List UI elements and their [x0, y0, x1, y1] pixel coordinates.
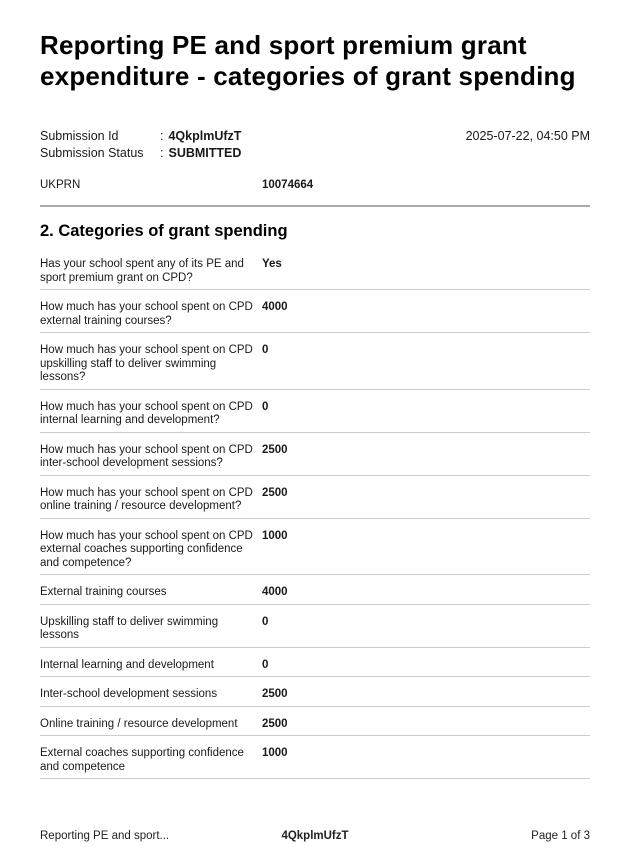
answer-value: 0 [262, 344, 269, 356]
submission-details [40, 128, 241, 162]
question-label: How much has your school spent on CPD external training courses? [40, 301, 253, 327]
footer-submission-id: 4QkplmUfzT [281, 830, 349, 842]
submission-status-line [40, 145, 241, 162]
question-label: How much has your school spent on CPD internal learning and development? [40, 400, 253, 426]
section-heading: 2. Categories of grant spending [40, 222, 288, 240]
submission-timestamp: 2025-07-22, 04:50 PM [465, 129, 590, 143]
qa-row [40, 390, 590, 433]
qa-row [40, 677, 590, 707]
answer-value: 2500 [262, 486, 288, 499]
submission-id-label: Submission Id [40, 129, 119, 143]
submission-status-label: Submission Status [40, 146, 144, 160]
answer-value: 2500 [262, 717, 288, 730]
qa-row [40, 648, 590, 678]
question-label: How much has your school spent on CPD inter-school development sessions? [40, 443, 253, 469]
question-label: How much has your school spent on CPD upskilling staff to deliver swimming lessons? [40, 344, 253, 383]
qa-row [40, 736, 590, 779]
answer-value: 1000 [262, 747, 288, 759]
ukprn-value: 10074664 [262, 179, 314, 191]
answer-value: 2500 [262, 443, 288, 456]
question-label: How much has your school spent on CPD external coaches supporting confidence and competence? [40, 529, 253, 569]
page-title: Reporting PE and sport premium grant expenditure - categories of grant spending [40, 30, 576, 91]
colon-separator: : [160, 129, 164, 143]
footer-page-number: Page 1 of 3 [531, 830, 590, 842]
answer-value: Yes [262, 258, 282, 270]
submission-meta [40, 128, 590, 162]
qa-row [40, 707, 590, 737]
qa-table [40, 247, 590, 779]
question-label: External coaches supporting confidence and competence [40, 747, 244, 773]
qa-row [40, 433, 590, 476]
ukprn-row [40, 162, 590, 207]
qa-row [40, 290, 590, 333]
answer-value: 1000 [262, 529, 288, 542]
question-label: Online training / resource development [40, 717, 238, 730]
question-label: Has your school spent any of its PE and sport premium grant on CPD? [40, 258, 244, 284]
answer-value: 0 [262, 658, 269, 671]
submission-id-value: 4QkplmUfzT [168, 129, 242, 143]
answer-value: 0 [262, 615, 269, 628]
answer-value: 4000 [262, 301, 288, 313]
qa-row [40, 575, 590, 605]
question-label: Upskilling staff to deliver swimming lessons [40, 615, 219, 641]
qa-row [40, 476, 590, 519]
footer-document-name: Reporting PE and sport... [40, 830, 170, 842]
question-label: Inter-school development sessions [40, 688, 218, 700]
qa-row [40, 247, 590, 290]
page-footer [40, 830, 590, 842]
colon-separator: : [160, 146, 164, 160]
qa-row [40, 333, 590, 390]
answer-value: 0 [262, 400, 269, 413]
question-label: External training courses [40, 586, 167, 598]
answer-value: 2500 [262, 688, 288, 700]
submission-status-value: SUBMITTED [168, 146, 242, 160]
submission-id-line [40, 128, 241, 145]
ukprn-label: UKPRN [40, 179, 81, 191]
answer-value: 4000 [262, 586, 288, 598]
question-label: How much has your school spent on CPD online training / resource development? [40, 486, 253, 512]
qa-row [40, 605, 590, 648]
question-label: Internal learning and development [40, 658, 214, 671]
qa-row [40, 519, 590, 576]
